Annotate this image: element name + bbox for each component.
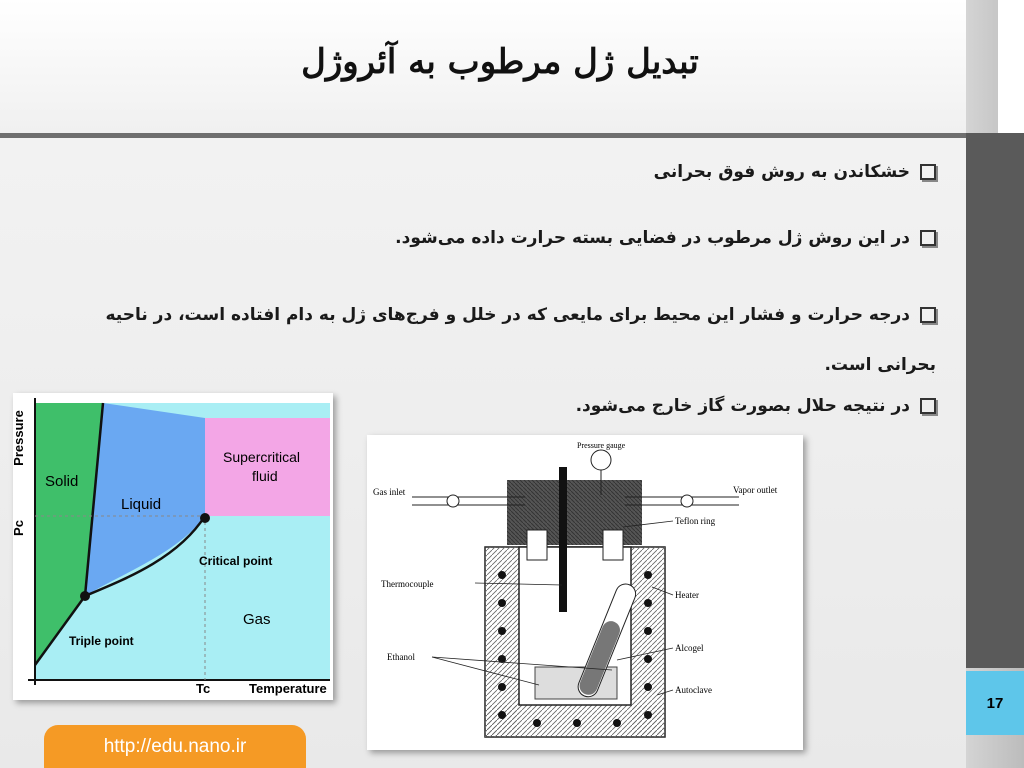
x-axis-label: Temperature (249, 681, 327, 696)
autoclave-diagram-svg (367, 435, 803, 750)
bullet-text: درجه حرارت و فشار این محیط برای مایعی که در خلل و فرج‌های ژل به دام افتاده است، در ناحیه بحرانی است. (105, 305, 936, 375)
title-divider (0, 133, 966, 138)
url-link[interactable]: http://edu.nano.ir (44, 725, 306, 768)
label-thermocouple: Thermocouple (381, 579, 434, 589)
right-dark-bar (966, 133, 1024, 668)
label-pressure-gauge: Pressure gauge (577, 441, 626, 450)
triple-point-label: Triple point (69, 634, 134, 648)
slide-title: تبدیل ژل مرطوب به آئروژل (301, 42, 699, 82)
critical-point-marker (200, 513, 210, 523)
inlet-valve-icon (447, 495, 459, 507)
bullet-item (395, 228, 936, 248)
autoclave-diagram-image (367, 435, 803, 750)
pressure-gauge-icon (591, 450, 611, 470)
region-supercritical-label-line2: fluid (252, 468, 278, 484)
label-heater: Heater (675, 590, 699, 600)
triple-point-marker (80, 591, 90, 601)
label-vapor-outlet: Vapor outlet (733, 485, 778, 495)
checkbox-bullet-icon (920, 307, 936, 323)
bullet-item (66, 290, 936, 390)
bullet-item (654, 162, 936, 182)
y-axis-label: Pressure (11, 410, 26, 466)
checkbox-bullet-icon (920, 230, 936, 246)
region-liquid-label: Liquid (121, 496, 162, 513)
label-autoclave: Autoclave (675, 685, 712, 695)
outlet-valve-icon (681, 495, 693, 507)
phase-diagram-image (13, 393, 333, 700)
pc-label: Pc (11, 520, 26, 536)
bullet-text: خشکاندن به روش فوق بحرانی (653, 162, 910, 182)
phase-diagram-svg (13, 393, 333, 700)
region-supercritical-label: Supercritical (223, 449, 301, 465)
label-teflon-ring: Teflon ring (675, 516, 716, 526)
region-gas-label: Gas (243, 611, 271, 628)
bullet-text: در نتیجه حلال بصورت گاز خارج می‌شود. (575, 396, 910, 416)
right-light-corner (998, 0, 1024, 133)
checkbox-bullet-icon (920, 398, 936, 414)
critical-point-label: Critical point (199, 554, 273, 568)
bullet-item (576, 396, 936, 416)
region-solid-label: Solid (45, 473, 79, 490)
label-gas-inlet: Gas inlet (373, 487, 406, 497)
checkbox-bullet-icon (920, 164, 936, 180)
label-alcogel: Alcogel (675, 643, 704, 653)
bullet-text: در این روش ژل مرطوب در فضایی بسته حرارت داده می‌شود. (395, 228, 910, 248)
label-ethanol: Ethanol (387, 652, 415, 662)
tc-label: Tc (196, 681, 211, 696)
page-number: 17 (966, 671, 1024, 735)
